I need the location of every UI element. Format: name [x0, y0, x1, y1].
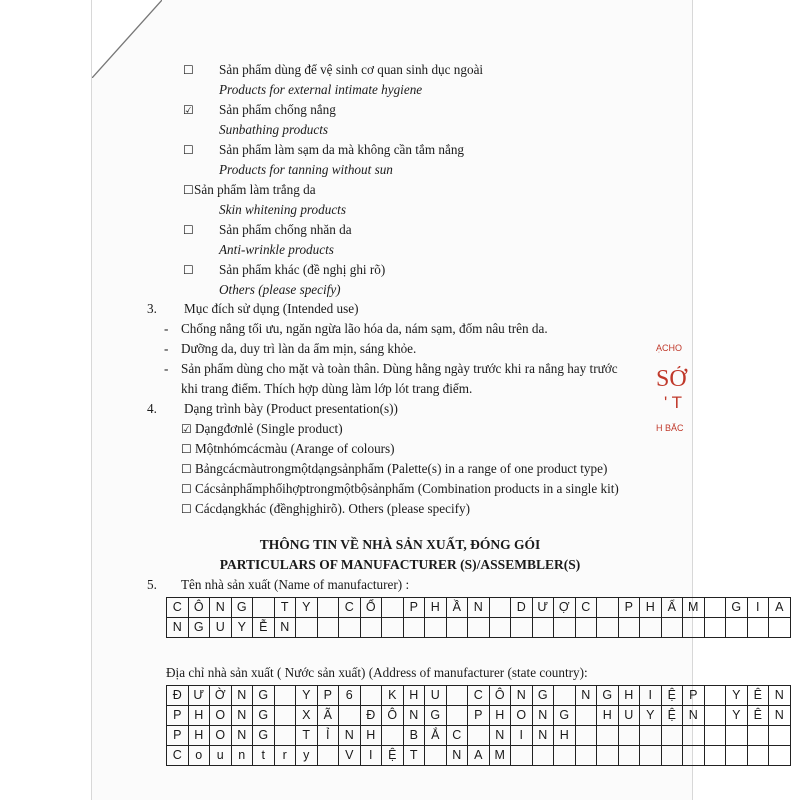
grid-cell: H [554, 726, 576, 746]
grid-cell [468, 618, 490, 638]
grid-row [167, 598, 791, 618]
grid-cell: T [274, 598, 296, 618]
grid-cell: V [339, 746, 361, 766]
grid-cell [747, 618, 769, 638]
grid-cell: I [747, 598, 769, 618]
grid-cell: Ô [382, 706, 404, 726]
manufacturer-name-grid [166, 597, 791, 638]
grid-cell [683, 746, 705, 766]
grid-cell [704, 618, 726, 638]
grid-cell [489, 618, 511, 638]
grid-cell: N [575, 686, 597, 706]
grid-cell: u [210, 746, 232, 766]
grid-cell: G [188, 618, 210, 638]
grid-cell [468, 726, 490, 746]
stamp-fragment-1: ẠCHO [656, 343, 683, 353]
grid-cell: t [253, 746, 275, 766]
grid-cell: B [403, 726, 425, 746]
grid-cell [769, 746, 791, 766]
grid-cell: H [403, 686, 425, 706]
grid-cell: Ư [532, 598, 554, 618]
grid-cell: C [339, 598, 361, 618]
grid-row [167, 706, 791, 726]
grid-cell: Ợ [554, 598, 576, 618]
grid-cell: C [446, 726, 468, 746]
grid-cell [532, 746, 554, 766]
grid-cell: Ệ [382, 746, 404, 766]
grid-row [167, 686, 791, 706]
checklist-item-en: Sunbathing products [219, 122, 329, 137]
grid-cell: Ắ [425, 726, 447, 746]
grid-cell: P [403, 598, 425, 618]
grid-cell [597, 598, 619, 618]
grid-cell [683, 726, 705, 746]
checkbox-icon: ☐ [183, 223, 194, 237]
checklist-item-vi: Sản phẩm dùng để vệ sinh cơ quan sinh dục ngoài [219, 62, 484, 77]
grid-cell [618, 746, 640, 766]
grid-cell: Ư [188, 686, 210, 706]
grid-cell [726, 746, 748, 766]
manufacturer-name-label: Tên nhà sản xuất (Name of manufacturer) : [181, 577, 410, 592]
grid-cell: H [618, 686, 640, 706]
grid-row [167, 746, 791, 766]
bullet-dash: - [164, 361, 169, 376]
intended-use-item: Sản phẩm dùng cho mặt và toàn thân. Dùng hằng ngày trước khi ra nắng hay trước [181, 361, 618, 376]
grid-cell: P [618, 598, 640, 618]
grid-cell: Ô [489, 686, 511, 706]
grid-cell [597, 746, 619, 766]
grid-cell: N [231, 706, 253, 726]
grid-cell [253, 598, 275, 618]
grid-cell: G [532, 686, 554, 706]
grid-cell: N [769, 686, 791, 706]
grid-cell: O [210, 706, 232, 726]
section-4-title: Dạng trình bày (Product presentation(s)) [184, 401, 398, 416]
checklist-item-en: Skin whitening products [219, 202, 346, 217]
grid-cell: Ầ [446, 598, 468, 618]
grid-cell: T [403, 746, 425, 766]
grid-cell: Y [231, 618, 253, 638]
grid-cell [296, 618, 318, 638]
grid-cell: I [511, 726, 533, 746]
grid-cell [747, 746, 769, 766]
checklist-item-en: Products for tanning without sun [219, 162, 393, 177]
grid-cell: C [167, 746, 189, 766]
presentation-option: Bảngcácmàutrongmộtdạngsảnphẩm (Palette(s) in a range of one product type) [195, 461, 608, 476]
grid-cell: Đ [360, 706, 382, 726]
grid-cell [597, 726, 619, 746]
grid-cell: N [769, 706, 791, 726]
grid-cell: H [425, 598, 447, 618]
folded-corner [92, 0, 162, 78]
grid-cell: Ẩ [661, 598, 683, 618]
grid-cell [661, 746, 683, 766]
grid-cell [446, 706, 468, 726]
grid-cell: M [489, 746, 511, 766]
grid-cell: Ê [747, 686, 769, 706]
intended-use-item: Chống nắng tối ưu, ngăn ngừa lão hóa da, nám sạm, đốm nâu trên da. [181, 321, 548, 336]
grid-cell [575, 618, 597, 638]
grid-cell: G [726, 598, 748, 618]
grid-cell: Y [640, 706, 662, 726]
grid-cell: G [231, 598, 253, 618]
grid-cell: A [769, 598, 791, 618]
grid-cell: N [274, 618, 296, 638]
grid-cell [661, 618, 683, 638]
checkbox-icon: ☐ [183, 63, 194, 77]
grid-cell: Ô [188, 598, 210, 618]
grid-cell [597, 618, 619, 638]
grid-cell: X [296, 706, 318, 726]
grid-cell: N [231, 726, 253, 746]
grid-cell [704, 706, 726, 726]
grid-cell [489, 598, 511, 618]
grid-cell [704, 726, 726, 746]
checkbox-icon: ☐ [181, 462, 192, 476]
grid-cell: M [683, 598, 705, 618]
grid-cell: U [210, 618, 232, 638]
grid-cell: Ệ [661, 706, 683, 726]
grid-cell [704, 598, 726, 618]
grid-cell: P [683, 686, 705, 706]
grid-cell [511, 746, 533, 766]
bullet-dash: - [164, 321, 169, 336]
grid-cell: D [511, 598, 533, 618]
presentation-option: Cácsảnphẩmphốihợptrongmộtbộsảnphẩm (Combination products in a single kit) [195, 481, 619, 496]
grid-cell: G [253, 686, 275, 706]
grid-cell [554, 746, 576, 766]
grid-cell: G [253, 706, 275, 726]
grid-cell: Đ [167, 686, 189, 706]
grid-cell: N [339, 726, 361, 746]
checkbox-icon: ☐ [183, 183, 194, 197]
grid-cell: n [231, 746, 253, 766]
section-3-title: Mục đích sử dụng (Intended use) [184, 301, 359, 316]
grid-cell: N [532, 706, 554, 726]
grid-cell [274, 726, 296, 746]
presentation-option: Dạngđơnlẻ (Single product) [195, 421, 343, 436]
grid-cell: N [167, 618, 189, 638]
grid-cell [425, 746, 447, 766]
grid-cell [769, 726, 791, 746]
grid-cell [704, 746, 726, 766]
grid-cell: Ã [317, 706, 339, 726]
grid-cell [661, 726, 683, 746]
presentation-option: Cácdạngkhác (đềnghịghirõ). Others (please specify) [195, 501, 470, 516]
grid-cell: O [511, 706, 533, 726]
stamp-fragment-4: H BẮC [656, 423, 684, 433]
grid-cell: Ê [747, 706, 769, 726]
grid-cell [575, 726, 597, 746]
grid-cell [382, 726, 404, 746]
grid-cell: U [425, 686, 447, 706]
checkbox-icon: ☐ [181, 502, 192, 516]
grid-cell: Ờ [210, 686, 232, 706]
checkbox-icon: ☐ [181, 442, 192, 456]
grid-cell [382, 618, 404, 638]
grid-cell: C [468, 686, 490, 706]
grid-cell: N [446, 746, 468, 766]
grid-cell [575, 746, 597, 766]
grid-cell: Y [296, 598, 318, 618]
checklist-item-en: Products for external intimate hygiene [219, 82, 423, 97]
grid-cell: Ệ [661, 686, 683, 706]
checkbox-icon: ☐ [181, 482, 192, 496]
grid-cell [640, 726, 662, 746]
checklist-item-vi: Sản phẩm chống nhăn da [219, 222, 352, 237]
grid-cell: N [683, 706, 705, 726]
heading-vietnamese: THÔNG TIN VỀ NHÀ SẢN XUẤT, ĐÓNG GÓI [259, 537, 541, 552]
grid-cell: 6 [339, 686, 361, 706]
grid-cell [446, 618, 468, 638]
grid-cell: H [188, 726, 210, 746]
grid-cell: N [489, 726, 511, 746]
grid-cell: G [554, 706, 576, 726]
grid-cell [618, 618, 640, 638]
grid-cell: H [188, 706, 210, 726]
grid-cell: N [231, 686, 253, 706]
grid-cell: N [532, 726, 554, 746]
grid-cell [274, 686, 296, 706]
grid-cell [575, 706, 597, 726]
grid-cell [532, 618, 554, 638]
grid-cell: G [425, 706, 447, 726]
grid-cell: P [167, 706, 189, 726]
grid-cell: H [640, 598, 662, 618]
grid-cell [339, 706, 361, 726]
grid-cell: H [360, 726, 382, 746]
grid-cell: I [360, 746, 382, 766]
grid-cell [640, 746, 662, 766]
grid-cell: o [188, 746, 210, 766]
address-grid [166, 685, 791, 766]
grid-cell: N [511, 686, 533, 706]
grid-cell [747, 726, 769, 746]
grid-cell: Ỉ [317, 726, 339, 746]
checklist-item-en: Anti-wrinkle products [219, 242, 334, 257]
grid-cell: T [296, 726, 318, 746]
grid-cell: H [597, 706, 619, 726]
stamp-fragment-3: ' T [664, 393, 683, 412]
stamp-fragment-2: SỞ [656, 366, 687, 392]
grid-row [167, 726, 791, 746]
grid-cell [360, 618, 382, 638]
checklist-item-en: Others (please specify) [219, 282, 341, 297]
intended-use-item: Dưỡng da, duy trì làn da ẩm mịn, sáng khỏe. [181, 341, 417, 356]
grid-cell: P [317, 686, 339, 706]
grid-cell: N [403, 706, 425, 726]
grid-cell [726, 618, 748, 638]
grid-cell [554, 686, 576, 706]
checklist-item-vi: Sản phẩm làm sạm da mà không cần tắm nắng [219, 142, 465, 157]
grid-row [167, 618, 791, 638]
grid-cell [554, 618, 576, 638]
grid-cell: C [167, 598, 189, 618]
grid-cell [274, 706, 296, 726]
grid-cell [317, 598, 339, 618]
checkbox-icon: ☐ [183, 143, 194, 157]
grid-cell: P [468, 706, 490, 726]
grid-cell: Y [726, 706, 748, 726]
grid-cell: H [489, 706, 511, 726]
presentation-option: Mộtnhómcácmàu (Arange of colours) [195, 441, 395, 456]
grid-cell: Y [726, 686, 748, 706]
grid-cell: U [618, 706, 640, 726]
grid-cell: G [597, 686, 619, 706]
grid-cell [382, 598, 404, 618]
grid-cell: y [296, 746, 318, 766]
grid-cell: N [210, 598, 232, 618]
intended-use-item: khi trang điểm. Thích hợp dùng làm lớp lót trang điểm. [181, 381, 473, 396]
grid-cell: Ổ [360, 598, 382, 618]
grid-cell: Ễ [253, 618, 275, 638]
grid-cell [339, 618, 361, 638]
grid-cell: C [575, 598, 597, 618]
checkbox-icon: ☐ [183, 263, 194, 277]
grid-cell: O [210, 726, 232, 746]
section-4-number: 4. [147, 401, 157, 416]
grid-cell [640, 618, 662, 638]
checkbox-icon: ☑ [183, 103, 194, 117]
grid-cell [704, 686, 726, 706]
section-5-number: 5. [147, 577, 157, 592]
grid-cell: G [253, 726, 275, 746]
grid-cell [726, 726, 748, 746]
checklist-item-vi: Sản phẩm chống nắng [219, 102, 336, 117]
checklist-item-vi: Sản phẩm khác (đề nghị ghi rõ) [219, 262, 386, 277]
bullet-dash: - [164, 341, 169, 356]
grid-cell [403, 618, 425, 638]
grid-cell: A [468, 746, 490, 766]
grid-cell: r [274, 746, 296, 766]
grid-cell: I [640, 686, 662, 706]
grid-cell [683, 618, 705, 638]
checkbox-icon: ☑ [181, 422, 192, 436]
grid-cell [360, 686, 382, 706]
grid-cell [317, 746, 339, 766]
grid-cell: K [382, 686, 404, 706]
grid-cell [769, 618, 791, 638]
grid-cell: N [468, 598, 490, 618]
checklist-item-vi: Sản phẩm làm trắng da [194, 182, 316, 197]
grid-cell [446, 686, 468, 706]
grid-cell [425, 618, 447, 638]
grid-cell [618, 726, 640, 746]
grid-cell [317, 618, 339, 638]
grid-cell: P [167, 726, 189, 746]
grid-cell: Y [296, 686, 318, 706]
section-3-number: 3. [147, 301, 157, 316]
address-label: Địa chỉ nhà sản xuất ( Nước sản xuất) (Address of manufacturer (state country): [166, 665, 588, 680]
grid-cell [511, 618, 533, 638]
heading-english: PARTICULARS OF MANUFACTURER (S)/ASSEMBLER(S) [219, 557, 581, 572]
